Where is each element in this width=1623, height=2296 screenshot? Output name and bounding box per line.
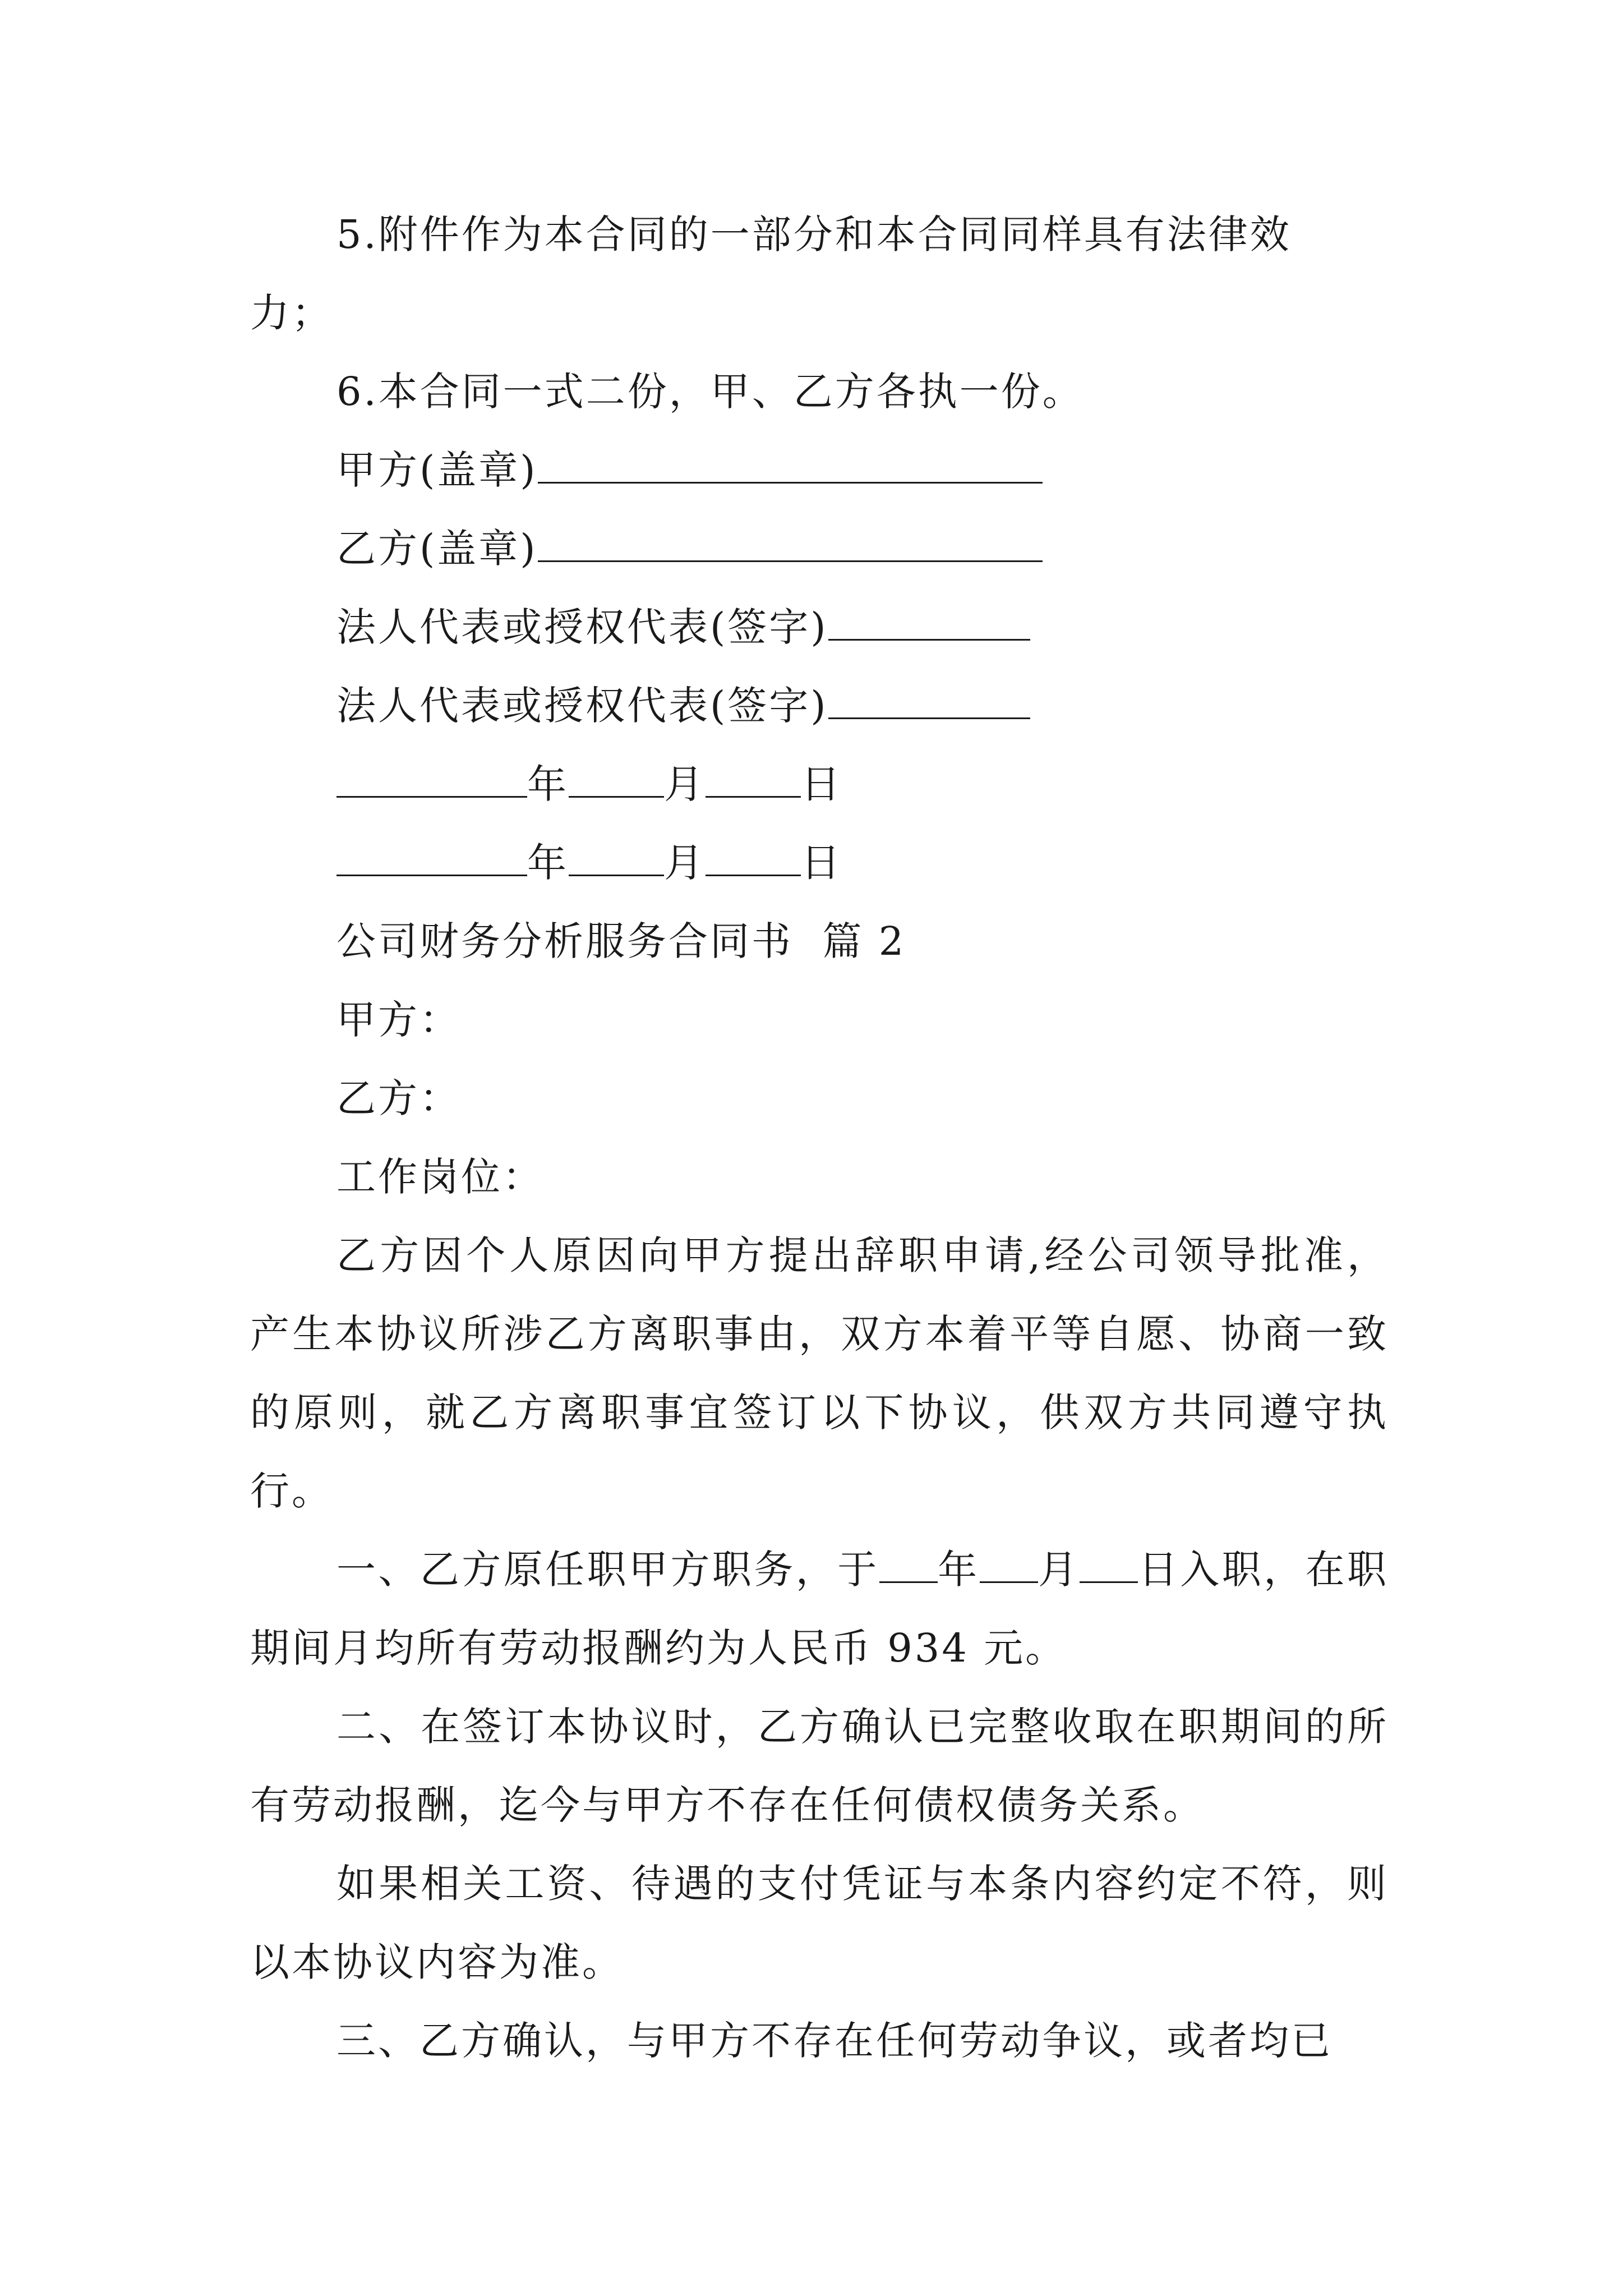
clause-1-month-label: 月 — [1038, 1547, 1080, 1593]
item5-line1: 5.附件作为本合同的一部分和本合同同样具有法律效 — [336, 211, 1292, 257]
date-line-2 — [250, 823, 1389, 902]
legal-rep-blank-1 — [828, 602, 1030, 641]
date-day-blank-1 — [706, 759, 801, 798]
clause-1-end: 日入职，在职期间月均所有劳动报酬约为人民币 934 元。 — [250, 1547, 1389, 1671]
legal-rep-line-2 — [250, 666, 1389, 745]
party-b-seal-blank — [538, 523, 1043, 562]
position-label: 工作岗位： — [336, 1154, 544, 1200]
date-month-label-2: 月 — [664, 840, 706, 886]
date-year-blank-2 — [336, 838, 527, 876]
date-line-1 — [250, 745, 1389, 823]
clause-2: 二、在签订本协议时，乙方确认已完整收取在职期间的所有劳动报酬，迄今与甲方不存在任何债权债务关系。 — [250, 1704, 1389, 1828]
party-b-label: 乙方： — [336, 1075, 461, 1121]
date-year-label-2: 年 — [527, 840, 569, 886]
date-day-label-1: 日 — [801, 761, 842, 807]
date-day-blank-2 — [706, 838, 801, 876]
party-a-seal-line — [250, 431, 1389, 509]
clause-1-month-blank — [980, 1544, 1038, 1583]
legal-rep-blank-2 — [828, 680, 1030, 719]
legal-rep-label-2: 法人代表或授权代表(签字) — [336, 683, 828, 729]
item6: 6.本合同一式二份，甲、乙方各执一份。 — [336, 369, 1084, 415]
intro-paragraph: 乙方因个人原因向甲方提出辞职申请,经公司领导批准，产生本协议所涉乙方离职事由，双方本着平等自愿、协商一致的原则，就乙方离职事宜签订以下协议，供双方共同遵守执行。 — [250, 1232, 1389, 1514]
legal-rep-label-1: 法人代表或授权代表(签字) — [336, 604, 828, 650]
clause-1-day-blank — [1080, 1544, 1138, 1583]
party-a-seal-label: 甲方(盖章) — [336, 447, 538, 493]
party-a-label: 甲方： — [336, 997, 461, 1043]
clause-1-year-label: 年 — [937, 1547, 980, 1593]
clause-1-year-blank — [879, 1544, 938, 1583]
legal-rep-line-1 — [250, 588, 1389, 666]
date-year-label-1: 年 — [527, 761, 569, 807]
party-b-seal-label: 乙方(盖章) — [336, 526, 538, 572]
clause-2-note: 如果相关工资、待遇的支付凭证与本条内容约定不符，则以本协议内容为准。 — [250, 1861, 1389, 1985]
clause-1-start: 一、乙方原任职甲方职务，于 — [336, 1547, 879, 1593]
date-month-blank-1 — [569, 759, 664, 798]
clause-1 — [250, 1530, 1389, 1687]
document-body — [250, 195, 1389, 2080]
date-month-blank-2 — [569, 838, 664, 876]
date-day-label-2: 日 — [801, 840, 842, 886]
party-b-seal-line — [250, 509, 1389, 588]
item5-line2: 力； — [250, 290, 333, 336]
clause-3: 三、乙方确认，与甲方不存在任何劳动争议，或者均已 — [336, 2018, 1332, 2064]
party-a-seal-blank — [538, 445, 1043, 484]
date-month-label-1: 月 — [664, 761, 706, 807]
section2-title: 公司财务分析服务合同书 篇 2 — [336, 918, 906, 964]
date-year-blank-1 — [336, 759, 527, 798]
